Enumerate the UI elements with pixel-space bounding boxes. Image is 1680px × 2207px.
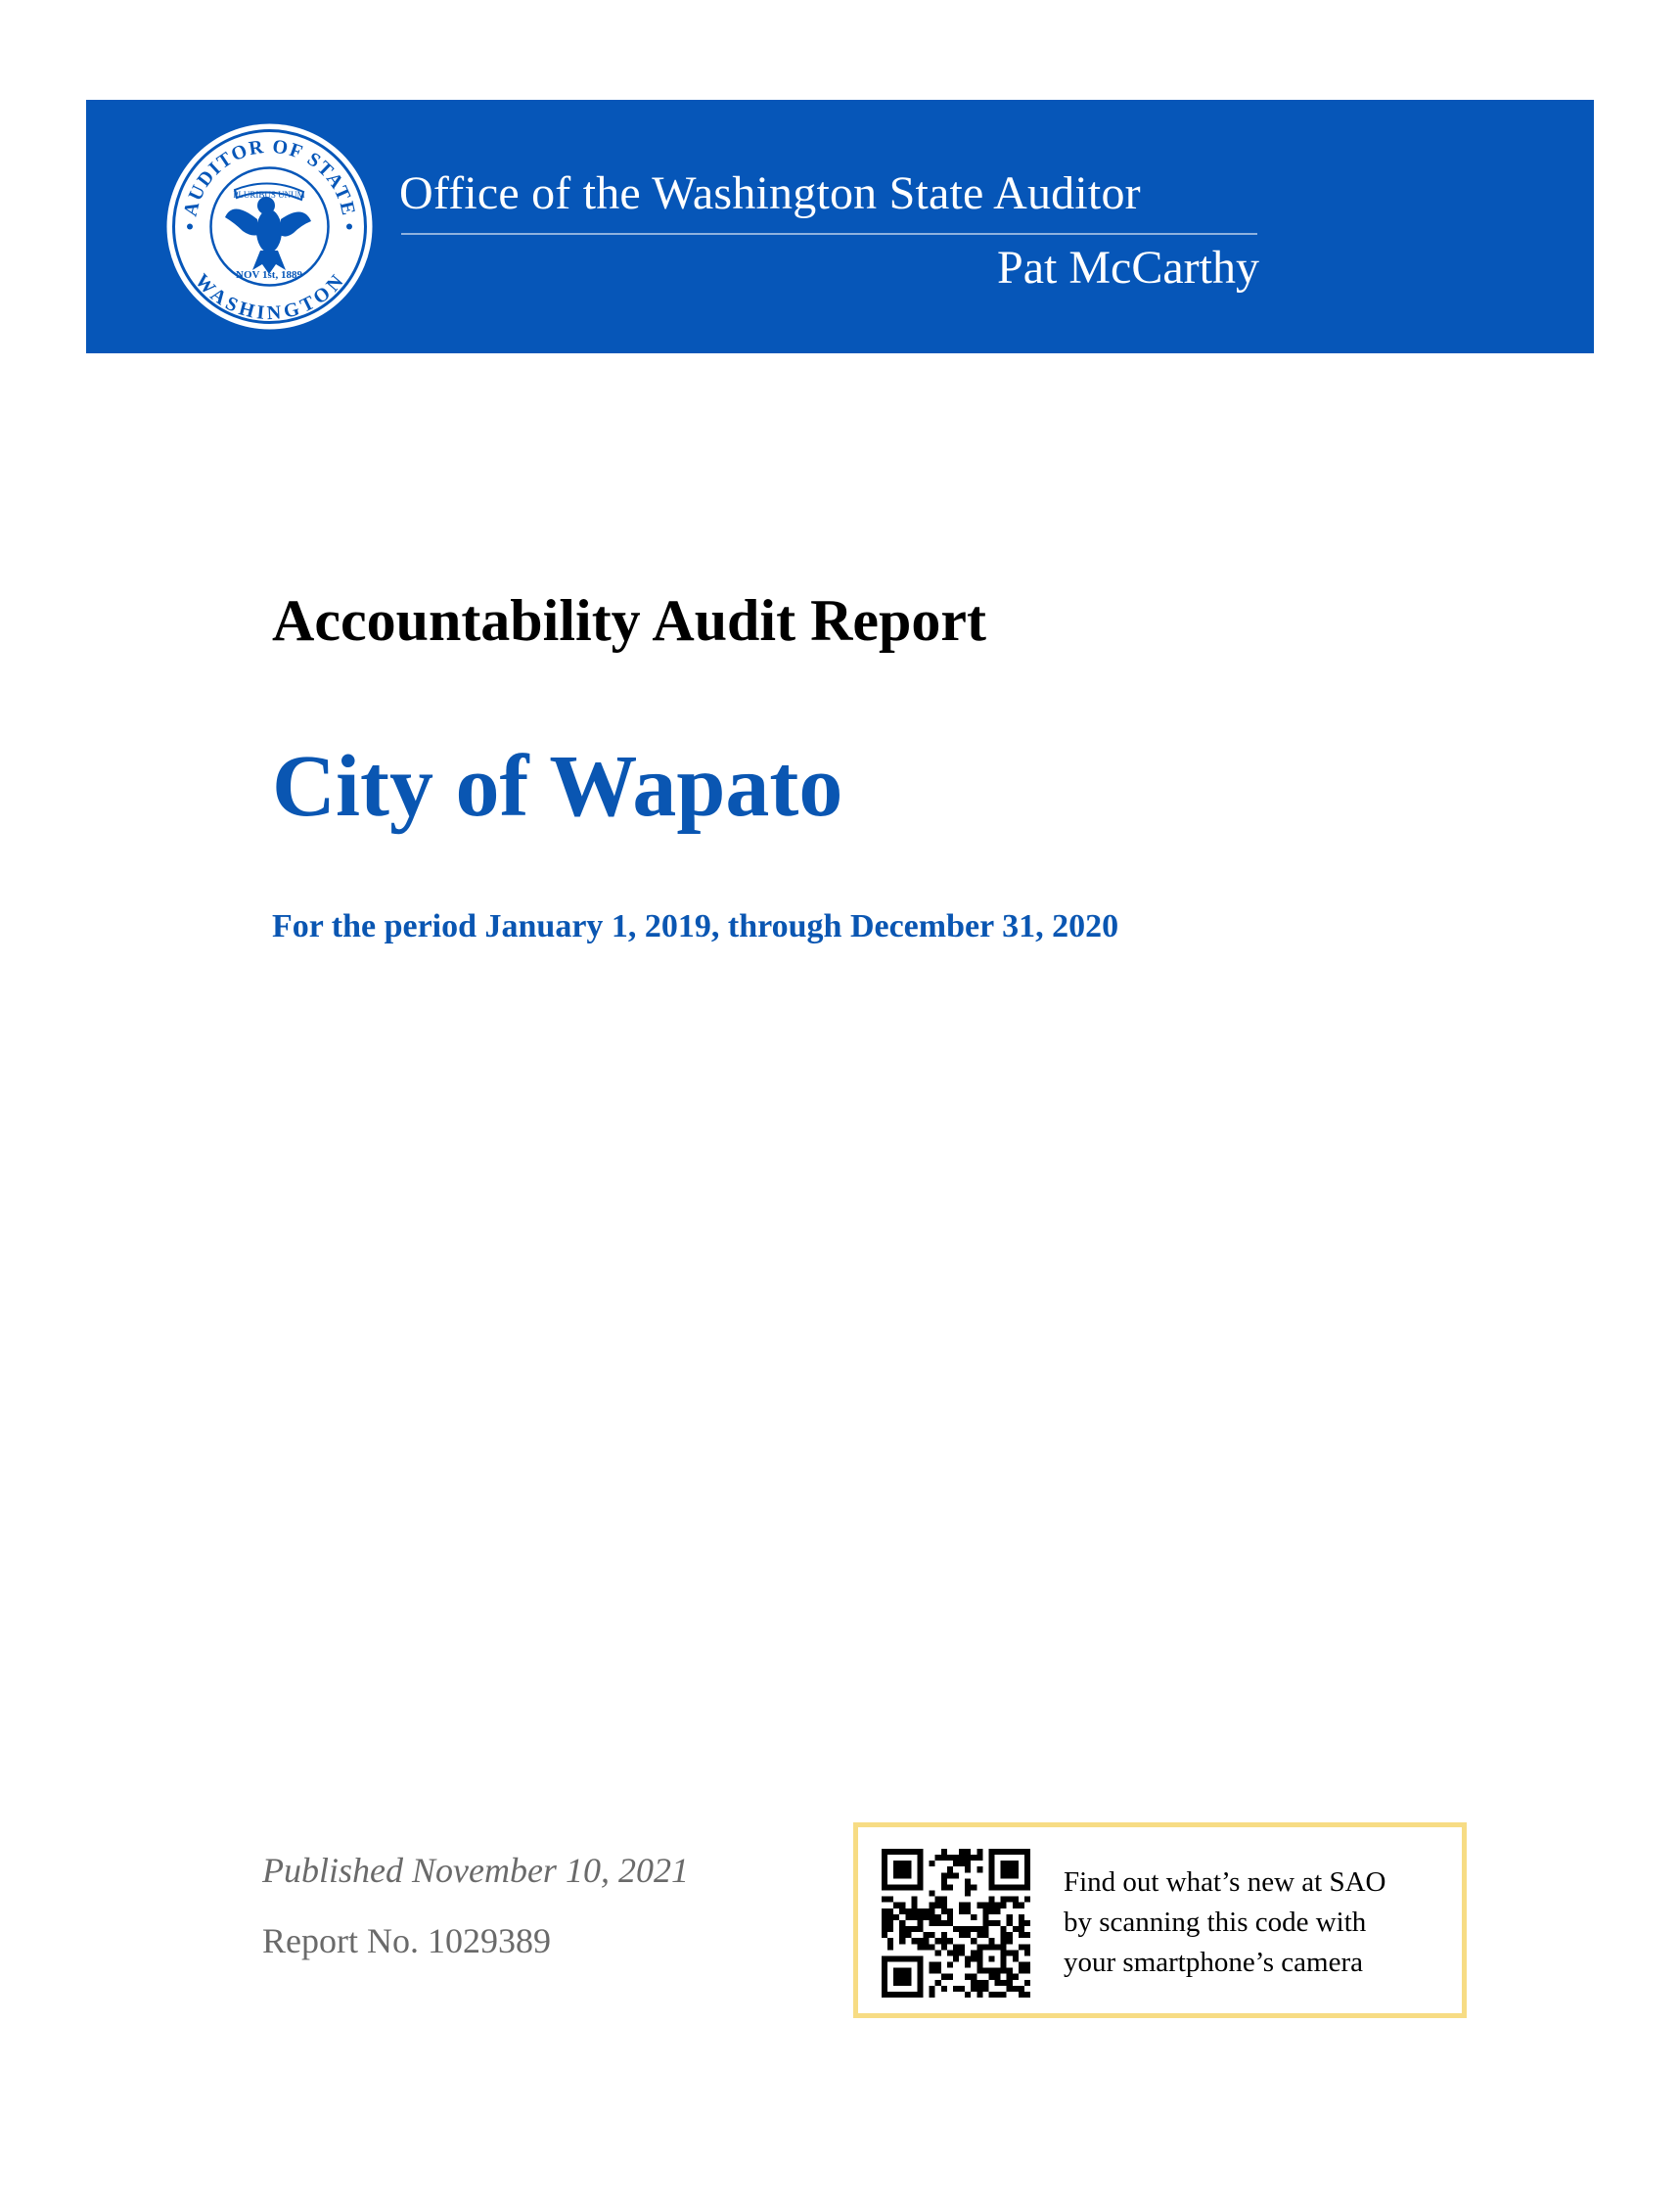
banner-divider [401, 233, 1257, 235]
audit-period: For the period January 1, 2019, through December 31, 2020 [272, 908, 1119, 944]
qr-text-line-1: Find out what’s new at SAO [1064, 1866, 1386, 1898]
qr-callout-box [853, 1822, 1467, 2018]
qr-code-icon[interactable] [882, 1849, 1030, 1998]
state-auditor-seal-icon [164, 121, 375, 332]
entity-name: City of Wapato [272, 738, 843, 835]
published-date: Published November 10, 2021 [262, 1851, 689, 1890]
seal-date: NOV 1st, 1889 [236, 269, 302, 281]
report-type-title: Accountability Audit Report [272, 588, 987, 653]
seal-top-text: AUDITOR OF STATE [179, 135, 360, 219]
seal-bottom-text: WASHINGTON [191, 269, 349, 324]
header-banner [86, 100, 1594, 353]
qr-text-line-2: by scanning this code with [1064, 1907, 1367, 1938]
report-number: Report No. 1029389 [262, 1921, 551, 1960]
auditor-name: Pat McCarthy [997, 242, 1259, 294]
seal-motto: PLURIBUS UNUM [233, 190, 305, 200]
office-name: Office of the Washington State Auditor [399, 167, 1141, 219]
qr-text-line-3: your smartphone’s camera [1064, 1947, 1364, 1978]
qr-callout-text [1064, 1862, 1455, 1983]
